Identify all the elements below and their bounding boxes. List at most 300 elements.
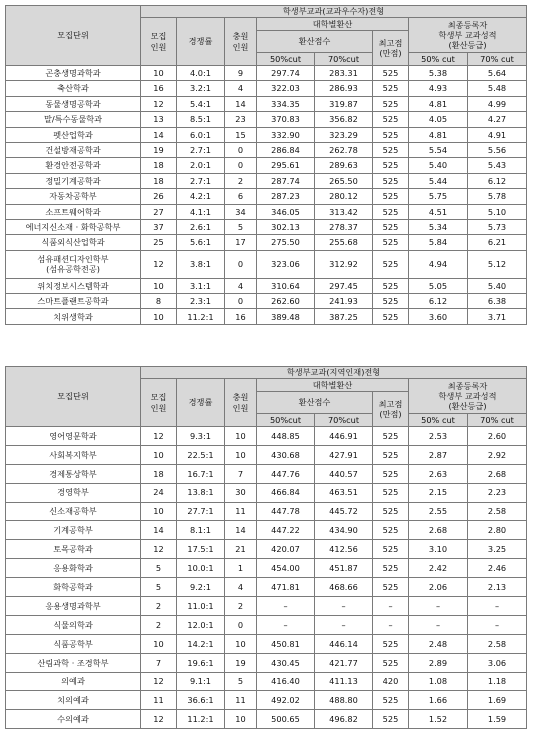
rate-cell: 2.6:1 — [177, 219, 225, 234]
max-score-cell: 525 — [373, 96, 409, 111]
cut50-cell: 334.35 — [257, 96, 315, 111]
rate-cell: 10.0:1 — [177, 559, 225, 578]
table-row — [6, 502, 527, 521]
final-cut50-cell: 2.55 — [409, 502, 468, 521]
quota-cell: 12 — [141, 250, 177, 278]
final-cut70-cell: 1.69 — [468, 691, 527, 710]
final-cut50-cell: – — [409, 615, 468, 634]
unit-cell: 산림과학 · 조경학부 — [6, 653, 141, 672]
cut70-cell: 412.56 — [315, 540, 373, 559]
filled-cell: 4 — [225, 81, 257, 96]
rate-cell: 27.7:1 — [177, 502, 225, 521]
cut50-cell: 322.03 — [257, 81, 315, 96]
cut50-cell: 420.07 — [257, 540, 315, 559]
max-score-cell: 525 — [373, 559, 409, 578]
final-cut50-cell: 2.87 — [409, 445, 468, 464]
unit-cell: 수의예과 — [6, 710, 141, 729]
final-cut70-cell: 3.06 — [468, 653, 527, 672]
header-cut70: 70%cut — [315, 53, 373, 66]
final-cut70-cell: 6.21 — [468, 235, 527, 250]
final-cut70-cell: 5.64 — [468, 66, 527, 81]
filled-cell: 10 — [225, 634, 257, 653]
final-cut50-cell: 1.08 — [409, 672, 468, 691]
unit-cell: 식품외식산업학과 — [6, 235, 141, 250]
cut70-cell: 278.37 — [315, 219, 373, 234]
quota-cell: 19 — [141, 142, 177, 157]
final-cut50-cell: 4.05 — [409, 112, 468, 127]
max-score-cell: 525 — [373, 81, 409, 96]
rate-cell: 8.1:1 — [177, 521, 225, 540]
final-cut50-cell: 4.81 — [409, 96, 468, 111]
table-row — [6, 578, 527, 597]
unit-cell: 곤충생명과학과 — [6, 66, 141, 81]
table-row — [6, 540, 527, 559]
quota-cell: 37 — [141, 219, 177, 234]
filled-cell: 19 — [225, 653, 257, 672]
header-max-score: 최고점 (만점) — [373, 31, 409, 66]
table-row — [6, 597, 527, 616]
unit-cell: 스마트플랜트공학과 — [6, 294, 141, 309]
header-cut50: 50%cut — [257, 53, 315, 66]
max-score-cell: 525 — [373, 158, 409, 173]
final-cut70-cell: 2.60 — [468, 427, 527, 446]
final-cut70-cell: 1.59 — [468, 710, 527, 729]
final-cut70-cell: 1.18 — [468, 672, 527, 691]
quota-cell: 12 — [141, 427, 177, 446]
table-row — [6, 142, 527, 157]
rate-cell: 4.2:1 — [177, 189, 225, 204]
quota-cell: 10 — [141, 278, 177, 293]
max-score-cell: 525 — [373, 127, 409, 142]
rate-cell: 3.8:1 — [177, 250, 225, 278]
quota-cell: 10 — [141, 66, 177, 81]
quota-cell: 7 — [141, 653, 177, 672]
quota-cell: 12 — [141, 710, 177, 729]
quota-cell: 2 — [141, 597, 177, 616]
cut70-cell: 289.63 — [315, 158, 373, 173]
header-filled: 충원 인원 — [225, 18, 257, 66]
filled-cell: 23 — [225, 112, 257, 127]
final-cut70-cell: 5.48 — [468, 81, 527, 96]
filled-cell: 0 — [225, 250, 257, 278]
unit-cell: 에너지신소재 · 화학공학부 — [6, 219, 141, 234]
rate-cell: 5.6:1 — [177, 235, 225, 250]
table-row — [6, 615, 527, 634]
table-title: 학생부교과(교과우수자)전형 — [141, 6, 527, 18]
quota-cell: 16 — [141, 81, 177, 96]
quota-cell: 18 — [141, 173, 177, 188]
rate-cell: 3.1:1 — [177, 278, 225, 293]
cut50-cell: 297.74 — [257, 66, 315, 81]
final-cut50-cell: 2.53 — [409, 427, 468, 446]
cut50-cell: 454.00 — [257, 559, 315, 578]
final-cut50-cell: 5.54 — [409, 142, 468, 157]
final-cut50-cell: 5.05 — [409, 278, 468, 293]
unit-cell: 위치정보시스템학과 — [6, 278, 141, 293]
rate-cell: 2.0:1 — [177, 158, 225, 173]
cut50-cell: 295.61 — [257, 158, 315, 173]
table-row — [6, 158, 527, 173]
quota-cell: 14 — [141, 521, 177, 540]
final-cut50-cell: 3.10 — [409, 540, 468, 559]
table-row — [6, 235, 527, 250]
final-cut50-cell: 5.84 — [409, 235, 468, 250]
header-rate: 경쟁률 — [177, 379, 225, 427]
final-cut70-cell: 2.58 — [468, 502, 527, 521]
cut50-cell: 447.22 — [257, 521, 315, 540]
final-cut70-cell: 2.80 — [468, 521, 527, 540]
cut50-cell: 323.06 — [257, 250, 315, 278]
cut50-cell: 262.60 — [257, 294, 315, 309]
max-score-cell: 525 — [373, 540, 409, 559]
cut50-cell: 370.83 — [257, 112, 315, 127]
filled-cell: 34 — [225, 204, 257, 219]
max-score-cell: 525 — [373, 294, 409, 309]
final-cut50-cell: 4.51 — [409, 204, 468, 219]
rate-cell: 11.2:1 — [177, 309, 225, 324]
unit-cell: 펫산업학과 — [6, 127, 141, 142]
final-cut70-cell: 2.13 — [468, 578, 527, 597]
quota-cell: 25 — [141, 235, 177, 250]
table-row — [6, 278, 527, 293]
cut70-cell: 319.87 — [315, 96, 373, 111]
final-cut50-cell: 2.15 — [409, 483, 468, 502]
final-cut50-cell: 4.93 — [409, 81, 468, 96]
header-filled: 충원 인원 — [225, 379, 257, 427]
final-cut50-cell: 5.38 — [409, 66, 468, 81]
max-score-cell: 525 — [373, 445, 409, 464]
final-cut50-cell: 5.44 — [409, 173, 468, 188]
unit-cell: 사회복지학부 — [6, 445, 141, 464]
final-cut70-cell: 3.71 — [468, 309, 527, 324]
max-score-cell: 525 — [373, 691, 409, 710]
final-cut50-cell: 2.89 — [409, 653, 468, 672]
cut50-cell: 287.23 — [257, 189, 315, 204]
rate-cell: 2.3:1 — [177, 294, 225, 309]
quota-cell: 27 — [141, 204, 177, 219]
filled-cell: 4 — [225, 278, 257, 293]
unit-cell: 경영학부 — [6, 483, 141, 502]
table-row — [6, 445, 527, 464]
header-final-cut50: 50% cut — [409, 414, 468, 427]
final-cut50-cell: 2.63 — [409, 464, 468, 483]
filled-cell: 0 — [225, 615, 257, 634]
final-cut50-cell: 2.06 — [409, 578, 468, 597]
table-row — [6, 710, 527, 729]
cut70-cell: – — [315, 597, 373, 616]
header-final-cut70: 70% cut — [468, 414, 527, 427]
filled-cell: 10 — [225, 710, 257, 729]
cut70-cell: 312.92 — [315, 250, 373, 278]
rate-cell: 4.1:1 — [177, 204, 225, 219]
final-cut50-cell: 4.94 — [409, 250, 468, 278]
cut50-cell: – — [257, 597, 315, 616]
final-cut70-cell: 4.27 — [468, 112, 527, 127]
final-cut70-cell: 5.78 — [468, 189, 527, 204]
quota-cell: 10 — [141, 309, 177, 324]
quota-cell: 14 — [141, 127, 177, 142]
unit-cell: 건설방재공학과 — [6, 142, 141, 157]
rate-cell: 5.4:1 — [177, 96, 225, 111]
cut70-cell: 434.90 — [315, 521, 373, 540]
table-row — [6, 483, 527, 502]
unit-cell: 말/특수동물학과 — [6, 112, 141, 127]
rate-cell: 2.7:1 — [177, 173, 225, 188]
cut70-cell: – — [315, 615, 373, 634]
final-cut70-cell: 5.40 — [468, 278, 527, 293]
rate-cell: 3.2:1 — [177, 81, 225, 96]
max-score-cell: 525 — [373, 634, 409, 653]
rate-cell: 11.0:1 — [177, 597, 225, 616]
final-cut70-cell: 5.43 — [468, 158, 527, 173]
final-cut50-cell: 5.75 — [409, 189, 468, 204]
rate-cell: 9.1:1 — [177, 672, 225, 691]
table-row — [6, 309, 527, 324]
rate-cell: 12.0:1 — [177, 615, 225, 634]
header-conv-group: 대학별환산 — [257, 379, 409, 392]
cut50-cell: 500.65 — [257, 710, 315, 729]
rate-cell: 16.7:1 — [177, 464, 225, 483]
cut70-cell: 446.91 — [315, 427, 373, 446]
quota-cell: 2 — [141, 615, 177, 634]
cut70-cell: 286.93 — [315, 81, 373, 96]
final-cut50-cell: – — [409, 597, 468, 616]
quota-cell: 24 — [141, 483, 177, 502]
filled-cell: 2 — [225, 173, 257, 188]
max-score-cell: 525 — [373, 710, 409, 729]
max-score-cell: 525 — [373, 309, 409, 324]
quota-cell: 18 — [141, 464, 177, 483]
final-cut70-cell: 4.99 — [468, 96, 527, 111]
filled-cell: 9 — [225, 66, 257, 81]
final-cut70-cell: 5.56 — [468, 142, 527, 157]
quota-cell: 5 — [141, 559, 177, 578]
unit-cell: 화학공학과 — [6, 578, 141, 597]
final-cut50-cell: 2.68 — [409, 521, 468, 540]
rate-cell: 9.2:1 — [177, 578, 225, 597]
header-final-cut50: 50% cut — [409, 53, 468, 66]
cut50-cell: 389.48 — [257, 309, 315, 324]
final-cut70-cell: – — [468, 597, 527, 616]
cut50-cell: 430.45 — [257, 653, 315, 672]
final-cut50-cell: 3.60 — [409, 309, 468, 324]
quota-cell: 11 — [141, 691, 177, 710]
max-score-cell: 525 — [373, 112, 409, 127]
unit-cell: 환경안전공학과 — [6, 158, 141, 173]
table-row — [6, 66, 527, 81]
cut50-cell: 492.02 — [257, 691, 315, 710]
cut50-cell: 286.84 — [257, 142, 315, 157]
header-max-score: 최고점 (만점) — [373, 392, 409, 427]
max-score-cell: 525 — [373, 427, 409, 446]
rate-cell: 14.2:1 — [177, 634, 225, 653]
filled-cell: 4 — [225, 578, 257, 597]
header-rate: 경쟁률 — [177, 18, 225, 66]
final-cut70-cell: 4.91 — [468, 127, 527, 142]
max-score-cell: 525 — [373, 189, 409, 204]
table-row — [6, 464, 527, 483]
filled-cell: 15 — [225, 127, 257, 142]
quota-cell: 10 — [141, 502, 177, 521]
filled-cell: 17 — [225, 235, 257, 250]
quota-cell: 26 — [141, 189, 177, 204]
cut70-cell: 297.45 — [315, 278, 373, 293]
unit-cell: 토목공학과 — [6, 540, 141, 559]
filled-cell: 1 — [225, 559, 257, 578]
quota-cell: 8 — [141, 294, 177, 309]
unit-cell: 신소재공학부 — [6, 502, 141, 521]
quota-cell: 12 — [141, 540, 177, 559]
max-score-cell: 525 — [373, 173, 409, 188]
rate-cell: 36.6:1 — [177, 691, 225, 710]
cut50-cell: – — [257, 615, 315, 634]
cut70-cell: 421.77 — [315, 653, 373, 672]
rate-cell: 11.2:1 — [177, 710, 225, 729]
rate-cell: 22.5:1 — [177, 445, 225, 464]
cut70-cell: 463.51 — [315, 483, 373, 502]
final-cut50-cell: 5.40 — [409, 158, 468, 173]
max-score-cell: 525 — [373, 502, 409, 521]
max-score-cell: 525 — [373, 66, 409, 81]
cut70-cell: 265.50 — [315, 173, 373, 188]
max-score-cell: 525 — [373, 278, 409, 293]
table-row — [6, 672, 527, 691]
filled-cell: 0 — [225, 158, 257, 173]
filled-cell: 7 — [225, 464, 257, 483]
filled-cell: 0 — [225, 142, 257, 157]
cut70-cell: 255.68 — [315, 235, 373, 250]
cut50-cell: 287.74 — [257, 173, 315, 188]
final-cut50-cell: 6.12 — [409, 294, 468, 309]
cut70-cell: 488.80 — [315, 691, 373, 710]
max-score-cell: 525 — [373, 204, 409, 219]
cut50-cell: 448.85 — [257, 427, 315, 446]
cut70-cell: 356.82 — [315, 112, 373, 127]
header-final-cut70: 70% cut — [468, 53, 527, 66]
table-row — [6, 112, 527, 127]
cut70-cell: 427.91 — [315, 445, 373, 464]
table-row — [6, 204, 527, 219]
max-score-cell: 525 — [373, 142, 409, 157]
header-unit: 모집단위 — [6, 6, 141, 66]
filled-cell: 11 — [225, 691, 257, 710]
final-cut70-cell: 6.38 — [468, 294, 527, 309]
unit-cell: 응용생명과학부 — [6, 597, 141, 616]
filled-cell: 30 — [225, 483, 257, 502]
filled-cell: 0 — [225, 294, 257, 309]
table-row — [6, 691, 527, 710]
unit-cell: 소프트웨어학과 — [6, 204, 141, 219]
cut50-cell: 302.13 — [257, 219, 315, 234]
rate-cell: 19.6:1 — [177, 653, 225, 672]
header-final: 최종등록자 학생부 교과성적 (환산등급) — [409, 18, 527, 53]
header-unit: 모집단위 — [6, 367, 141, 427]
cut50-cell: 416.40 — [257, 672, 315, 691]
final-cut50-cell: 2.48 — [409, 634, 468, 653]
unit-cell: 섬유패션디자인학부 (섬유공학전공) — [6, 250, 141, 278]
quota-cell: 10 — [141, 445, 177, 464]
header-quota: 모집 인원 — [141, 379, 177, 427]
filled-cell: 5 — [225, 672, 257, 691]
cut70-cell: 387.25 — [315, 309, 373, 324]
filled-cell: 14 — [225, 96, 257, 111]
cut50-cell: 447.78 — [257, 502, 315, 521]
cut50-cell: 466.84 — [257, 483, 315, 502]
filled-cell: 21 — [225, 540, 257, 559]
cut70-cell: 440.57 — [315, 464, 373, 483]
unit-cell: 응용화학과 — [6, 559, 141, 578]
rate-cell: 8.5:1 — [177, 112, 225, 127]
final-cut70-cell: 2.92 — [468, 445, 527, 464]
max-score-cell: 525 — [373, 653, 409, 672]
admission-table-bottom — [5, 366, 527, 729]
max-score-cell: 420 — [373, 672, 409, 691]
cut70-cell: 446.14 — [315, 634, 373, 653]
cut70-cell: 323.29 — [315, 127, 373, 142]
table-row — [6, 521, 527, 540]
unit-cell: 의예과 — [6, 672, 141, 691]
rate-cell: 9.3:1 — [177, 427, 225, 446]
final-cut50-cell: 4.81 — [409, 127, 468, 142]
unit-cell: 식품공학부 — [6, 634, 141, 653]
cut70-cell: 283.31 — [315, 66, 373, 81]
unit-cell: 식물의학과 — [6, 615, 141, 634]
table-row — [6, 127, 527, 142]
cut70-cell: 280.12 — [315, 189, 373, 204]
table-row — [6, 427, 527, 446]
final-cut70-cell: 3.25 — [468, 540, 527, 559]
cut70-cell: 241.93 — [315, 294, 373, 309]
cut50-cell: 430.68 — [257, 445, 315, 464]
final-cut70-cell: 5.12 — [468, 250, 527, 278]
cut70-cell: 262.78 — [315, 142, 373, 157]
cut70-cell: 445.72 — [315, 502, 373, 521]
filled-cell: 11 — [225, 502, 257, 521]
table-row — [6, 173, 527, 188]
header-conv-score: 환산점수 — [257, 31, 373, 53]
final-cut70-cell: 5.10 — [468, 204, 527, 219]
cut50-cell: 447.76 — [257, 464, 315, 483]
max-score-cell: 525 — [373, 578, 409, 597]
header-final: 최종등록자 학생부 교과성적 (환산등급) — [409, 379, 527, 414]
admission-table-top — [5, 5, 527, 325]
table-row — [6, 250, 527, 278]
header-conv-score: 환산점수 — [257, 392, 373, 414]
final-cut70-cell: 5.73 — [468, 219, 527, 234]
unit-cell: 치의예과 — [6, 691, 141, 710]
table-row — [6, 219, 527, 234]
max-score-cell: 525 — [373, 235, 409, 250]
filled-cell: 10 — [225, 427, 257, 446]
unit-cell: 동물생명공학과 — [6, 96, 141, 111]
header-conv-group: 대학별환산 — [257, 18, 409, 31]
quota-cell: 13 — [141, 112, 177, 127]
final-cut70-cell: 2.46 — [468, 559, 527, 578]
filled-cell: 2 — [225, 597, 257, 616]
quota-cell: 12 — [141, 672, 177, 691]
rate-cell: 2.7:1 — [177, 142, 225, 157]
final-cut50-cell: 1.66 — [409, 691, 468, 710]
table-row — [6, 294, 527, 309]
unit-cell: 경제통상학부 — [6, 464, 141, 483]
max-score-cell: – — [373, 597, 409, 616]
quota-cell: 5 — [141, 578, 177, 597]
rate-cell: 4.0:1 — [177, 66, 225, 81]
quota-cell: 10 — [141, 634, 177, 653]
cut50-cell: 471.81 — [257, 578, 315, 597]
unit-cell: 정밀기계공학과 — [6, 173, 141, 188]
rate-cell: 13.8:1 — [177, 483, 225, 502]
